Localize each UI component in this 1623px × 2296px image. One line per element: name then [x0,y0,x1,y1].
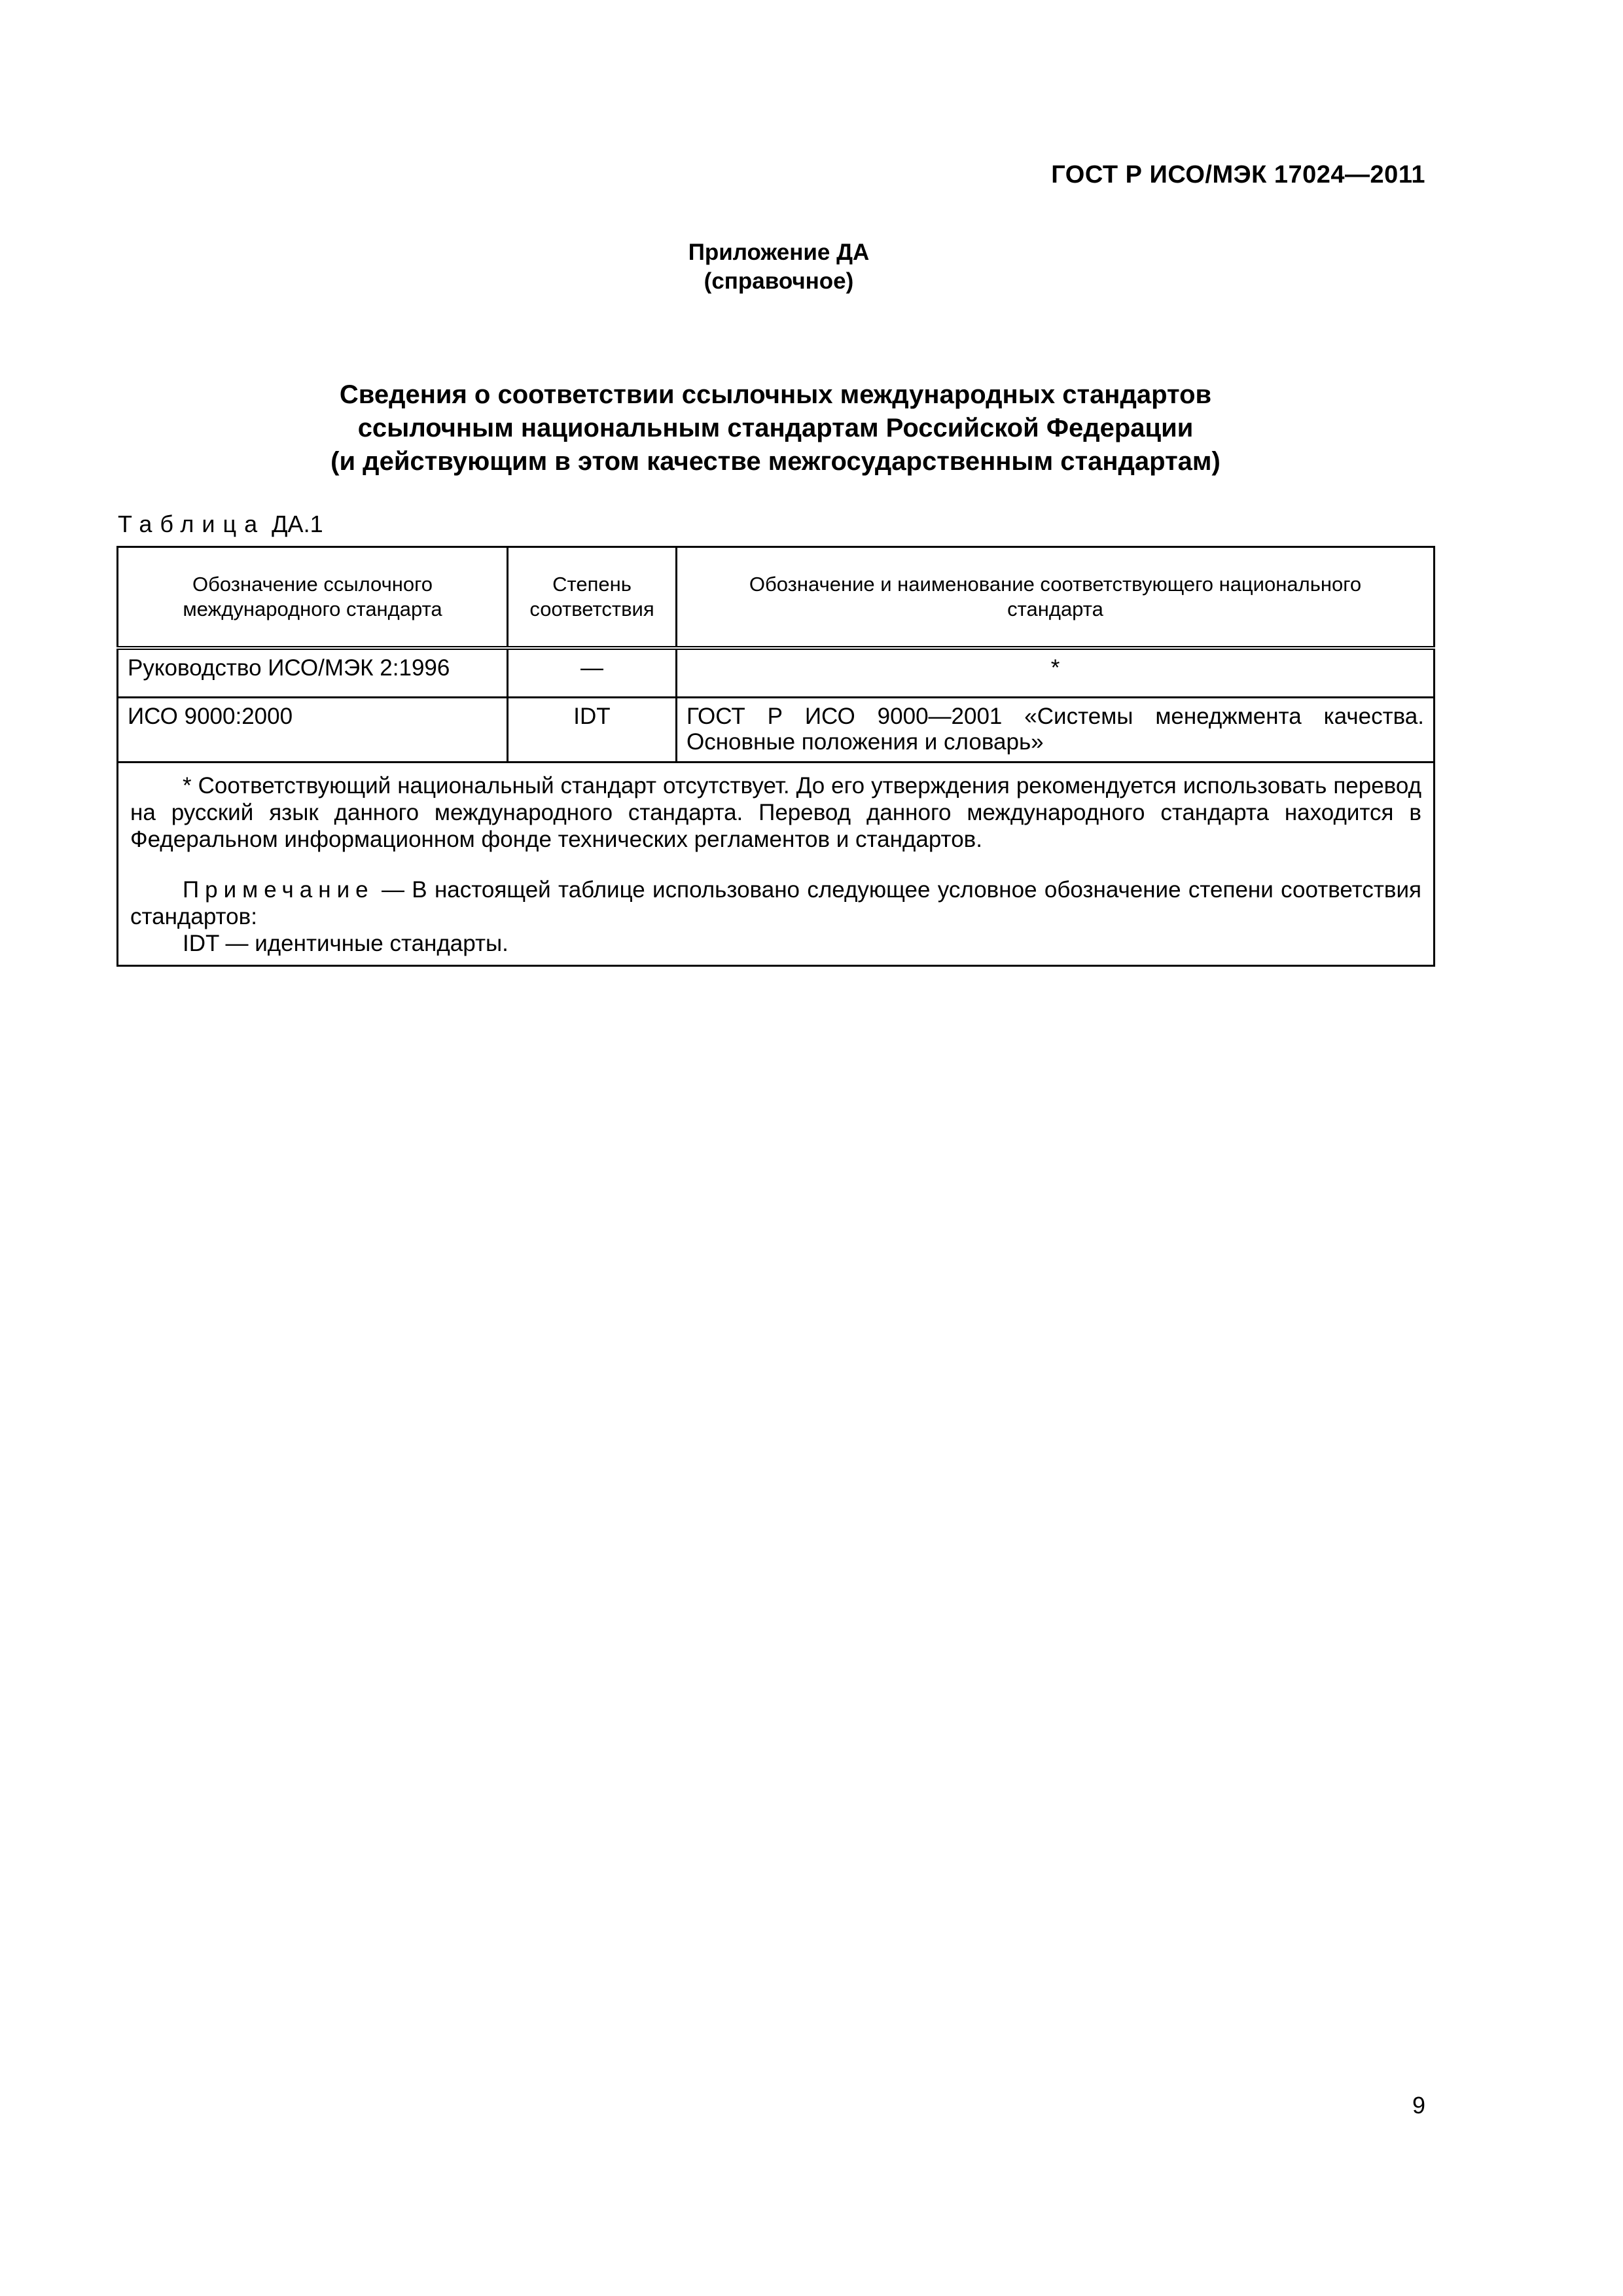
cell-national: * [677,648,1435,698]
column-header-national: Обозначение и наименование соответствующего национального стандарта [677,547,1435,649]
column-header-international: Обозначение ссылочного международного стандарта [118,547,508,649]
appendix-type: (справочное) [704,268,854,294]
note-text: — В настоящей таблице использовано следующее условное обозначение степени соответствия стандартов: [130,877,1421,929]
cell-international: ИСО 9000:2000 [118,698,508,762]
table-footnote: * Соответствующий национальный стандарт отсутствует. До его утверждения рекомендуется использовать перевод на русский язык данного международного стандарта. Перевод данного международного стандарта находится в Федеральном информационном фонде технических регламентов и стандартов. [130,773,1421,852]
page-number: 9 [1412,2092,1425,2119]
table-header-row [118,547,1435,649]
table-row [118,698,1435,762]
column-header-degree: Степень соответствия [508,547,677,649]
title-line-2: ссылочным национальным стандартам Российской Федерации [357,414,1194,442]
table-caption [118,511,323,538]
cell-degree: — [508,648,677,698]
table-caption-number: ДА.1 [272,511,323,537]
appendix-title [0,378,1551,478]
standards-correspondence-table [116,546,1435,967]
table-footnote-row [118,762,1435,966]
table-row [118,648,1435,698]
cell-national: ГОСТ Р ИСО 9000—2001 «Системы менеджмента качества. Основные положения и словарь» [677,698,1435,762]
appendix-label: Приложение ДА [688,240,870,265]
cell-degree: IDT [508,698,677,762]
cell-international: Руководство ИСО/МЭК 2:1996 [118,648,508,698]
title-line-1: Сведения о соответствии ссылочных международных стандартов [339,380,1212,409]
note-item: IDT — идентичные стандарты. [183,931,508,956]
appendix-heading [0,238,1558,296]
table-footnote-cell [118,762,1435,966]
title-line-3: (и действующим в этом качестве межгосударственным стандартам) [330,447,1221,476]
note-label: Примечание [183,877,374,903]
document-code: ГОСТ Р ИСО/МЭК 17024—2011 [1051,161,1425,188]
table-note [130,876,1421,930]
table-caption-label: Таблица [118,511,266,537]
